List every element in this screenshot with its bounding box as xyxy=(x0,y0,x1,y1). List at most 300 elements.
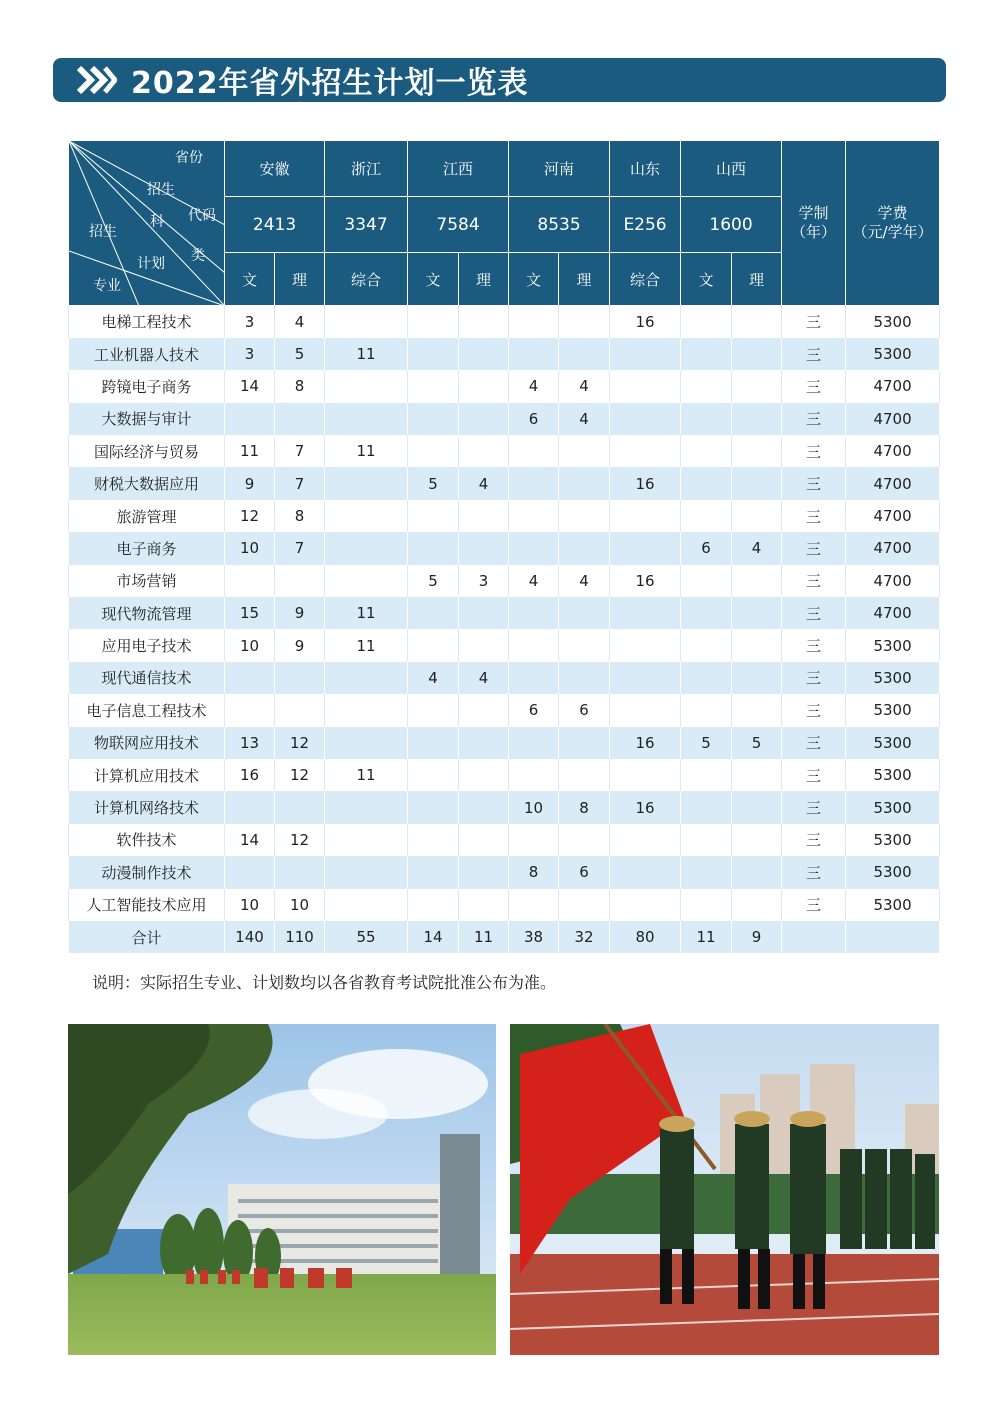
plan-count-cell: 4 xyxy=(559,565,610,597)
plan-count-cell: 11 xyxy=(325,597,408,629)
plan-count-cell: 7 xyxy=(275,532,325,564)
corner-label-enroll-top: 招生 xyxy=(147,182,175,198)
plan-count-cell: 4 xyxy=(459,662,509,694)
plan-count-cell xyxy=(559,338,610,370)
plan-count-cell xyxy=(509,597,559,629)
plan-count-cell xyxy=(325,500,408,532)
plan-count-cell xyxy=(559,727,610,759)
plan-count-cell: 7 xyxy=(275,467,325,499)
table-corner-header xyxy=(69,141,225,306)
plan-count-cell: 38 xyxy=(509,921,559,953)
plan-count-cell xyxy=(509,824,559,856)
plan-count-cell xyxy=(408,727,459,759)
fee-cell: 5300 xyxy=(846,629,940,661)
type-henan-science: 理 xyxy=(559,253,610,306)
plan-count-cell xyxy=(408,629,459,661)
province-shandong: 山东 xyxy=(610,141,681,197)
plan-count-cell: 6 xyxy=(509,694,559,726)
fee-cell: 4700 xyxy=(846,403,940,435)
plan-count-cell: 6 xyxy=(681,532,732,564)
flag-guard-photo xyxy=(510,1024,939,1355)
plan-count-cell: 32 xyxy=(559,921,610,953)
plan-count-cell xyxy=(509,727,559,759)
plan-count-cell xyxy=(225,662,275,694)
duration-cell: 三 xyxy=(782,565,846,597)
plan-count-cell: 5 xyxy=(732,727,782,759)
major-name: 电子信息工程技术 xyxy=(69,694,225,726)
plan-count-cell xyxy=(408,435,459,467)
type-jiangxi-arts: 文 xyxy=(408,253,459,306)
fee-cell: 4700 xyxy=(846,565,940,597)
plan-count-cell xyxy=(325,467,408,499)
corner-label-plan: 计划 xyxy=(137,256,165,272)
table-row xyxy=(69,889,940,921)
plan-count-cell xyxy=(681,694,732,726)
plan-count-cell xyxy=(610,338,681,370)
code-jiangxi: 7584 xyxy=(408,197,509,253)
plan-count-cell xyxy=(732,500,782,532)
plan-count-cell xyxy=(459,791,509,823)
major-name: 现代通信技术 xyxy=(69,662,225,694)
plan-count-cell xyxy=(325,662,408,694)
plan-count-cell xyxy=(681,565,732,597)
plan-count-cell xyxy=(509,338,559,370)
duration-cell: 三 xyxy=(782,467,846,499)
duration-cell: 三 xyxy=(782,532,846,564)
plan-count-cell xyxy=(610,759,681,791)
duration-cell: 三 xyxy=(782,403,846,435)
duration-cell: 三 xyxy=(782,629,846,661)
province-anhui: 安徽 xyxy=(225,141,325,197)
table-row xyxy=(69,727,940,759)
corner-label-type: 类 xyxy=(191,248,205,264)
duration-cell: 三 xyxy=(782,824,846,856)
corner-label-major: 专业 xyxy=(93,278,121,294)
fee-cell: 5300 xyxy=(846,856,940,888)
plan-count-cell xyxy=(732,403,782,435)
plan-count-cell: 110 xyxy=(275,921,325,953)
code-zhejiang: 3347 xyxy=(325,197,408,253)
plan-count-cell xyxy=(509,759,559,791)
plan-count-cell: 4 xyxy=(732,532,782,564)
plan-count-cell: 3 xyxy=(225,306,275,338)
plan-count-cell: 5 xyxy=(408,565,459,597)
fee-cell: 5300 xyxy=(846,662,940,694)
plan-count-cell xyxy=(509,662,559,694)
plan-count-cell: 55 xyxy=(325,921,408,953)
type-zhejiang-comprehensive: 综合 xyxy=(325,253,408,306)
plan-count-cell xyxy=(732,856,782,888)
footnote: 说明：实际招生专业、计划数均以各省教育考试院批准公布为准。 xyxy=(92,973,557,992)
plan-count-cell: 6 xyxy=(559,694,610,726)
duration-cell: 三 xyxy=(782,370,846,402)
plan-count-cell xyxy=(732,467,782,499)
plan-count-cell xyxy=(610,824,681,856)
fee-cell: 5300 xyxy=(846,306,940,338)
enrollment-plan-table xyxy=(68,140,940,953)
duration-cell: 三 xyxy=(782,889,846,921)
plan-count-cell xyxy=(610,435,681,467)
campus-photo xyxy=(68,1024,496,1355)
plan-count-cell xyxy=(225,791,275,823)
plan-count-cell xyxy=(225,856,275,888)
fee-cell: 5300 xyxy=(846,824,940,856)
plan-count-cell xyxy=(559,759,610,791)
plan-count-cell: 11 xyxy=(459,921,509,953)
plan-count-cell xyxy=(732,435,782,467)
corner-label-province: 省份 xyxy=(175,150,203,166)
plan-count-cell xyxy=(325,694,408,726)
major-name: 电梯工程技术 xyxy=(69,306,225,338)
plan-count-cell xyxy=(408,403,459,435)
province-zhejiang: 浙江 xyxy=(325,141,408,197)
plan-count-cell xyxy=(459,338,509,370)
duration-cell: 三 xyxy=(782,306,846,338)
fee-cell: 4700 xyxy=(846,370,940,402)
major-name: 人工智能技术应用 xyxy=(69,889,225,921)
plan-count-cell: 6 xyxy=(509,403,559,435)
plan-count-cell xyxy=(610,694,681,726)
plan-count-cell xyxy=(559,597,610,629)
plan-count-cell xyxy=(408,889,459,921)
plan-count-cell xyxy=(509,467,559,499)
plan-count-cell: 140 xyxy=(225,921,275,953)
plan-count-cell xyxy=(681,403,732,435)
plan-count-cell: 11 xyxy=(325,435,408,467)
duration-cell: 三 xyxy=(782,727,846,759)
duration-header: 学制 （年） xyxy=(782,141,846,306)
plan-count-cell xyxy=(325,532,408,564)
plan-count-cell xyxy=(681,370,732,402)
table-row xyxy=(69,370,940,402)
plan-count-cell: 4 xyxy=(509,565,559,597)
table-body xyxy=(69,306,940,954)
plan-count-cell xyxy=(559,306,610,338)
plan-count-cell xyxy=(681,629,732,661)
plan-count-cell xyxy=(610,370,681,402)
major-name: 计算机应用技术 xyxy=(69,759,225,791)
fee-cell: 5300 xyxy=(846,694,940,726)
province-shanxi: 山西 xyxy=(681,141,782,197)
plan-count-cell xyxy=(681,338,732,370)
table-row xyxy=(69,500,940,532)
plan-count-cell xyxy=(225,565,275,597)
plan-count-cell: 5 xyxy=(408,467,459,499)
plan-count-cell: 14 xyxy=(408,921,459,953)
plan-count-cell xyxy=(325,856,408,888)
plan-count-cell xyxy=(459,856,509,888)
plan-count-cell xyxy=(559,889,610,921)
plan-count-cell xyxy=(681,889,732,921)
plan-count-cell: 8 xyxy=(275,370,325,402)
plan-count-cell: 9 xyxy=(275,629,325,661)
plan-count-cell xyxy=(225,694,275,726)
plan-count-cell xyxy=(610,403,681,435)
plan-count-cell: 4 xyxy=(559,403,610,435)
plan-count-cell xyxy=(325,403,408,435)
plan-count-cell xyxy=(681,435,732,467)
plan-count-cell xyxy=(275,856,325,888)
plan-count-cell xyxy=(459,824,509,856)
plan-count-cell xyxy=(610,597,681,629)
plan-count-cell: 12 xyxy=(275,727,325,759)
plan-count-cell xyxy=(610,629,681,661)
major-name: 合计 xyxy=(69,921,225,953)
fee-cell: 4700 xyxy=(846,597,940,629)
plan-count-cell xyxy=(459,500,509,532)
plan-count-cell: 12 xyxy=(275,824,325,856)
plan-count-cell xyxy=(559,824,610,856)
plan-count-cell xyxy=(559,467,610,499)
plan-count-cell: 11 xyxy=(325,338,408,370)
plan-count-cell xyxy=(325,727,408,759)
major-name: 应用电子技术 xyxy=(69,629,225,661)
fee-cell: 5300 xyxy=(846,759,940,791)
duration-cell: 三 xyxy=(782,856,846,888)
duration-cell: 三 xyxy=(782,500,846,532)
plan-count-cell xyxy=(732,791,782,823)
plan-count-cell: 8 xyxy=(509,856,559,888)
plan-count-cell xyxy=(459,403,509,435)
plan-count-cell: 10 xyxy=(275,889,325,921)
plan-count-cell xyxy=(459,759,509,791)
plan-count-cell xyxy=(325,565,408,597)
major-name: 市场营销 xyxy=(69,565,225,597)
plan-count-cell: 12 xyxy=(225,500,275,532)
plan-count-cell xyxy=(325,889,408,921)
plan-count-cell xyxy=(732,565,782,597)
plan-count-cell: 3 xyxy=(225,338,275,370)
plan-count-cell xyxy=(275,403,325,435)
plan-count-cell xyxy=(325,791,408,823)
table-row xyxy=(69,824,940,856)
plan-count-cell: 9 xyxy=(225,467,275,499)
plan-count-cell: 5 xyxy=(681,727,732,759)
plan-count-cell: 10 xyxy=(225,629,275,661)
plan-count-cell: 10 xyxy=(225,532,275,564)
fee-cell: 4700 xyxy=(846,532,940,564)
major-name: 计算机网络技术 xyxy=(69,791,225,823)
table-row xyxy=(69,565,940,597)
plan-count-cell xyxy=(408,370,459,402)
plan-count-cell xyxy=(559,629,610,661)
plan-count-cell xyxy=(559,662,610,694)
type-shanxi-science: 理 xyxy=(732,253,782,306)
province-jiangxi: 江西 xyxy=(408,141,509,197)
plan-count-cell xyxy=(408,824,459,856)
plan-count-cell xyxy=(732,370,782,402)
plan-count-cell: 16 xyxy=(610,791,681,823)
plan-count-cell: 16 xyxy=(610,467,681,499)
major-name: 旅游管理 xyxy=(69,500,225,532)
plan-count-cell xyxy=(459,694,509,726)
type-henan-arts: 文 xyxy=(509,253,559,306)
plan-count-cell xyxy=(732,889,782,921)
plan-count-cell xyxy=(681,856,732,888)
table-row xyxy=(69,856,940,888)
plan-count-cell xyxy=(732,306,782,338)
table-row xyxy=(69,435,940,467)
duration-cell: 三 xyxy=(782,791,846,823)
plan-count-cell xyxy=(325,370,408,402)
plan-count-cell xyxy=(681,500,732,532)
corner-label-enroll-left: 招生 xyxy=(89,224,117,240)
table-row xyxy=(69,532,940,564)
plan-count-cell: 14 xyxy=(225,370,275,402)
type-anhui-arts: 文 xyxy=(225,253,275,306)
plan-count-cell xyxy=(610,500,681,532)
duration-cell: 三 xyxy=(782,759,846,791)
plan-count-cell xyxy=(459,306,509,338)
major-name: 跨镜电子商务 xyxy=(69,370,225,402)
plan-count-cell xyxy=(459,889,509,921)
plan-count-cell xyxy=(325,306,408,338)
plan-count-cell: 16 xyxy=(610,565,681,597)
plan-count-cell xyxy=(459,435,509,467)
code-shanxi: 1600 xyxy=(681,197,782,253)
plan-count-cell xyxy=(459,370,509,402)
table-row-total xyxy=(69,921,940,953)
plan-count-cell xyxy=(408,500,459,532)
plan-count-cell: 11 xyxy=(325,759,408,791)
fee-cell: 5300 xyxy=(846,791,940,823)
page-title: 2022年省外招生计划一览表 xyxy=(131,66,529,101)
major-name: 软件技术 xyxy=(69,824,225,856)
type-shandong-comprehensive: 综合 xyxy=(610,253,681,306)
code-shandong: E256 xyxy=(610,197,681,253)
plan-count-cell xyxy=(559,435,610,467)
table-row xyxy=(69,662,940,694)
fee-cell: 4700 xyxy=(846,500,940,532)
plan-count-cell xyxy=(225,403,275,435)
plan-count-cell xyxy=(408,791,459,823)
plan-count-cell xyxy=(559,500,610,532)
fee-header: 学费 （元/学年） xyxy=(846,141,940,306)
table-row xyxy=(69,694,940,726)
code-anhui: 2413 xyxy=(225,197,325,253)
table-row xyxy=(69,629,940,661)
major-name: 财税大数据应用 xyxy=(69,467,225,499)
code-henan: 8535 xyxy=(509,197,610,253)
fee-cell: 5300 xyxy=(846,338,940,370)
plan-count-cell: 10 xyxy=(225,889,275,921)
plan-count-cell xyxy=(732,662,782,694)
plan-count-cell xyxy=(459,629,509,661)
plan-count-cell xyxy=(408,759,459,791)
major-name: 电子商务 xyxy=(69,532,225,564)
plan-count-cell: 16 xyxy=(225,759,275,791)
plan-count-cell: 9 xyxy=(732,921,782,953)
fee-cell xyxy=(846,921,940,953)
plan-count-cell: 12 xyxy=(275,759,325,791)
table-row xyxy=(69,306,940,338)
plan-count-cell xyxy=(681,306,732,338)
duration-cell: 三 xyxy=(782,435,846,467)
plan-count-cell: 7 xyxy=(275,435,325,467)
corner-label-subject: 科 xyxy=(150,214,164,230)
plan-count-cell xyxy=(509,532,559,564)
province-henan: 河南 xyxy=(509,141,610,197)
table-row xyxy=(69,597,940,629)
table-row xyxy=(69,403,940,435)
fee-cell: 5300 xyxy=(846,889,940,921)
enrollment-table-container xyxy=(68,140,939,953)
plan-count-cell xyxy=(408,532,459,564)
plan-count-cell: 11 xyxy=(325,629,408,661)
plan-count-cell: 14 xyxy=(225,824,275,856)
plan-count-cell: 3 xyxy=(459,565,509,597)
plan-count-cell: 15 xyxy=(225,597,275,629)
plan-count-cell: 4 xyxy=(559,370,610,402)
plan-count-cell: 4 xyxy=(408,662,459,694)
plan-count-cell xyxy=(681,824,732,856)
plan-count-cell: 11 xyxy=(225,435,275,467)
plan-count-cell: 4 xyxy=(459,467,509,499)
plan-count-cell xyxy=(732,338,782,370)
plan-count-cell xyxy=(732,759,782,791)
plan-count-cell xyxy=(610,662,681,694)
duration-cell xyxy=(782,921,846,953)
plan-count-cell xyxy=(459,597,509,629)
plan-count-cell xyxy=(732,629,782,661)
plan-count-cell xyxy=(509,889,559,921)
table-row xyxy=(69,791,940,823)
plan-count-cell: 11 xyxy=(681,921,732,953)
plan-count-cell xyxy=(408,338,459,370)
plan-count-cell: 5 xyxy=(275,338,325,370)
plan-count-cell xyxy=(610,532,681,564)
fee-cell: 4700 xyxy=(846,435,940,467)
type-shanxi-arts: 文 xyxy=(681,253,732,306)
fee-cell: 4700 xyxy=(846,467,940,499)
major-name: 大数据与审计 xyxy=(69,403,225,435)
plan-count-cell: 4 xyxy=(509,370,559,402)
plan-count-cell: 9 xyxy=(275,597,325,629)
plan-count-cell: 8 xyxy=(275,500,325,532)
plan-count-cell xyxy=(509,435,559,467)
plan-count-cell: 8 xyxy=(559,791,610,823)
plan-count-cell xyxy=(275,791,325,823)
plan-count-cell xyxy=(681,467,732,499)
plan-count-cell xyxy=(408,306,459,338)
plan-count-cell xyxy=(681,759,732,791)
plan-count-cell xyxy=(509,306,559,338)
duration-cell: 三 xyxy=(782,694,846,726)
major-name: 工业机器人技术 xyxy=(69,338,225,370)
plan-count-cell xyxy=(732,824,782,856)
plan-count-cell xyxy=(681,662,732,694)
plan-count-cell: 13 xyxy=(225,727,275,759)
plan-count-cell xyxy=(275,565,325,597)
plan-count-cell xyxy=(275,694,325,726)
fee-cell: 5300 xyxy=(846,727,940,759)
plan-count-cell: 6 xyxy=(559,856,610,888)
table-row xyxy=(69,338,940,370)
corner-label-code: 代码 xyxy=(188,208,216,224)
plan-count-cell xyxy=(681,791,732,823)
plan-count-cell xyxy=(681,597,732,629)
plan-count-cell xyxy=(732,694,782,726)
plan-count-cell: 16 xyxy=(610,727,681,759)
table-row xyxy=(69,759,940,791)
table-row xyxy=(69,467,940,499)
plan-count-cell xyxy=(325,824,408,856)
plan-count-cell: 10 xyxy=(509,791,559,823)
plan-count-cell: 4 xyxy=(275,306,325,338)
major-name: 现代物流管理 xyxy=(69,597,225,629)
major-name: 国际经济与贸易 xyxy=(69,435,225,467)
plan-count-cell xyxy=(408,856,459,888)
